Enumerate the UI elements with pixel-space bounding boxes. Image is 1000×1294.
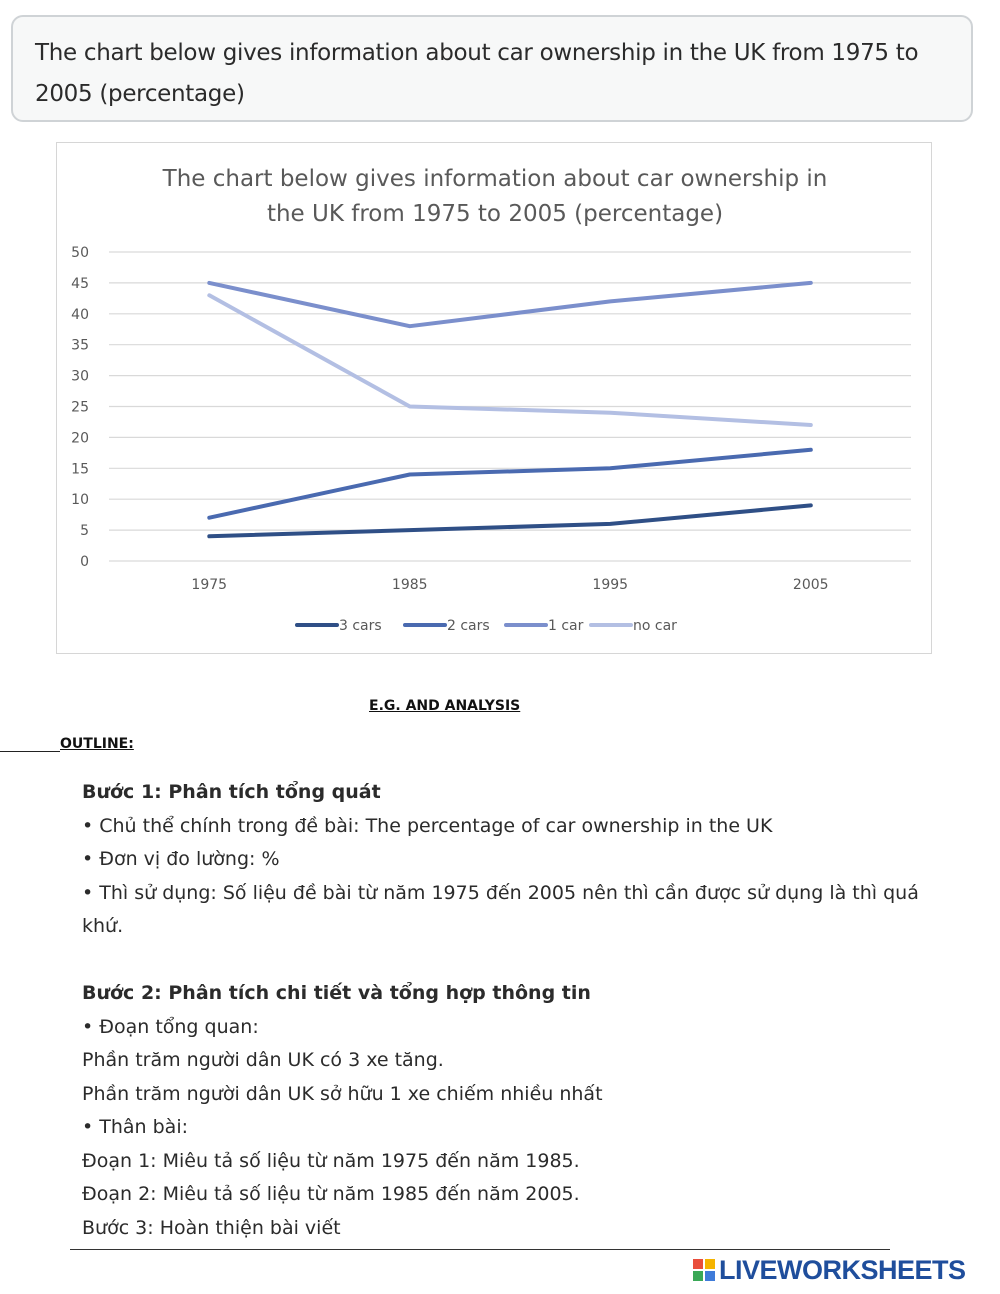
x-tick-label: 2005 — [792, 577, 829, 593]
y-tick-label: 0 — [80, 554, 89, 570]
legend-label: 3 cars — [339, 618, 382, 634]
analysis-body — [82, 776, 919, 1245]
logo-square-1 — [693, 1259, 703, 1269]
prompt-box — [11, 15, 973, 122]
y-tick-label: 30 — [71, 368, 89, 385]
step1-bullet-tense-cont: khứ. — [82, 915, 124, 937]
step1-bullet-unit: • Đơn vị đo lường: % — [82, 848, 280, 870]
chart-svg — [57, 143, 933, 655]
chart-title-line: the UK from 1975 to 2005 (percentage) — [266, 201, 724, 227]
y-tick-label: 40 — [71, 306, 89, 323]
outline-rule — [0, 751, 60, 752]
liveworksheets-logo — [693, 1252, 966, 1288]
step2-body-line-2: Đoạn 2: Miêu tả số liệu từ năm 1985 đến năm 2005. — [82, 1183, 580, 1205]
step2-overview-line-2: Phần trăm người dân UK sở hữu 1 xe chiếm nhiều nhất — [82, 1082, 603, 1105]
liveworksheets-icon — [693, 1259, 715, 1281]
series-line-3-cars — [209, 505, 811, 536]
logo-square-3 — [693, 1271, 703, 1281]
liveworksheets-wordmark: LIVEWORKSHEETS — [719, 1254, 966, 1285]
series-line-1-car — [209, 283, 811, 326]
x-tick-label: 1985 — [391, 577, 428, 593]
prompt-line-2: 2005 (percentage) — [35, 81, 245, 107]
y-tick-label: 15 — [71, 461, 89, 478]
section-heading: E.G. AND ANALYSIS — [369, 698, 521, 714]
step3-title: Bước 3: Hoàn thiện bài viết — [82, 1216, 341, 1239]
logo-square-4 — [705, 1271, 715, 1281]
x-tick-label: 1995 — [592, 577, 629, 593]
x-tick-label: 1975 — [191, 577, 228, 593]
step1-title: Bước 1: Phân tích tổng quát — [82, 781, 381, 803]
legend-label: 1 car — [548, 618, 584, 634]
line-chart — [56, 142, 932, 654]
step2-body-line-1: Đoạn 1: Miêu tả số liệu từ năm 1975 đến năm 1985. — [82, 1149, 580, 1172]
prompt-line-1: The chart below gives information about car ownership in the UK from 1975 to — [35, 40, 919, 66]
y-tick-label: 5 — [80, 523, 89, 540]
legend-label: 2 cars — [447, 618, 490, 634]
y-tick-label: 10 — [71, 492, 89, 509]
spacer — [82, 944, 912, 978]
chart-title-line: The chart below gives information about car ownership in — [162, 166, 828, 192]
outline-label: OUTLINE: — [60, 736, 134, 752]
step2-bullet-overview: • Đoạn tổng quan: — [82, 1015, 259, 1038]
y-tick-label: 25 — [71, 399, 89, 416]
legend-label: no car — [633, 618, 677, 634]
footer-rule — [70, 1249, 890, 1250]
step2-title: Bước 2: Phân tích chi tiết và tổng hợp thông tin — [82, 982, 591, 1004]
logo-square-2 — [705, 1259, 715, 1269]
step1-bullet-tense: • Thì sử dụng: Số liệu đề bài từ năm 1975 đến 2005 nên thì cần được sử dụng là thì quá — [82, 881, 919, 904]
y-tick-label: 45 — [71, 275, 89, 292]
step1-bullet-subject: • Chủ thể chính trong đề bài: The percentage of car ownership in the UK — [82, 814, 773, 837]
step2-bullet-body: • Thân bài: — [82, 1116, 189, 1138]
series-line-2-cars — [209, 450, 811, 518]
y-tick-label: 50 — [71, 245, 89, 261]
y-tick-label: 20 — [71, 430, 89, 447]
y-tick-label: 35 — [71, 337, 89, 354]
step2-overview-line-1: Phần trăm người dân UK có 3 xe tăng. — [82, 1049, 444, 1071]
